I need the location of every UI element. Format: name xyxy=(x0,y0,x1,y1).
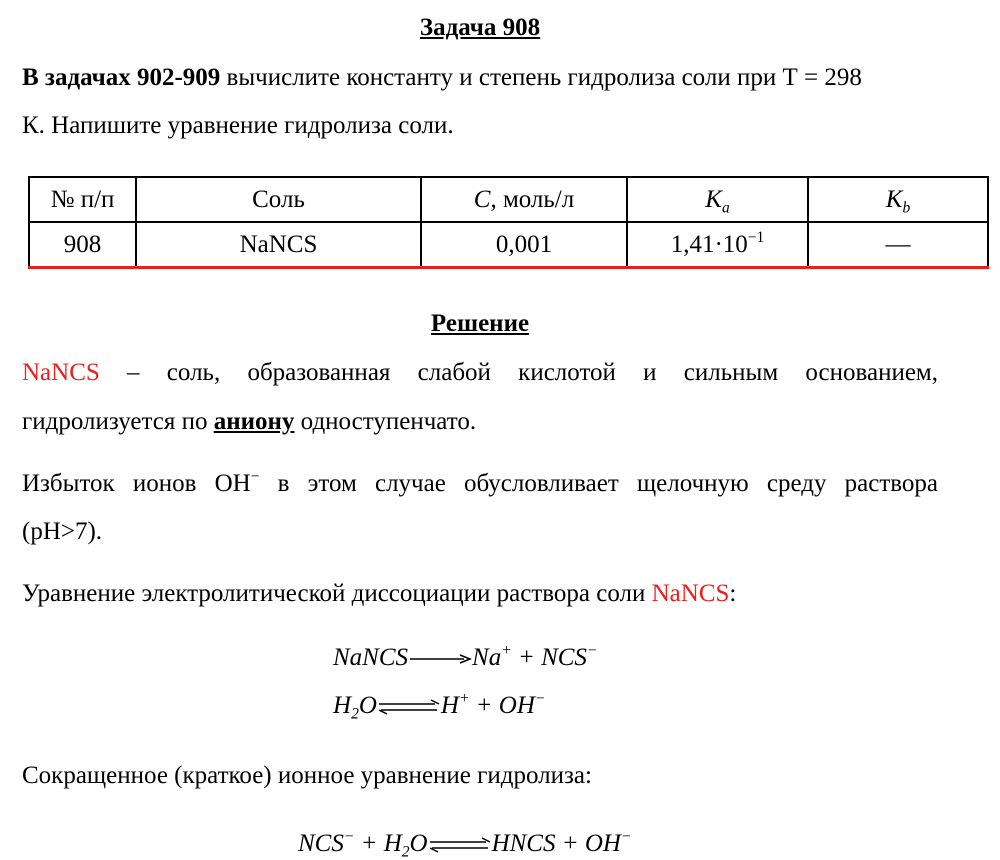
solution-heading: Решение xyxy=(430,310,530,337)
para1-line-2: гидролизуется по аниону одноступенчато. xyxy=(22,408,477,435)
cell-kb: — xyxy=(808,222,988,268)
equilibrium-arrow-icon xyxy=(377,699,441,715)
intro-text: вычислите константу и степень гидролиза соли при Т = 298 xyxy=(220,64,862,91)
right-arrow-icon xyxy=(408,652,472,666)
dissociation-equation-salt: NaNCS Na+ + NCS− xyxy=(333,641,598,671)
para2-line-2: (pH>7). xyxy=(22,518,103,545)
salt-formula: NaNCS xyxy=(22,359,100,386)
header-kb: $K_b$ xyxy=(808,177,988,222)
intro-line-2: К. Напишите уравнение гидролиза соли. xyxy=(22,112,454,139)
cell-ka: $1,41\cdot 10^{-1}$ xyxy=(627,222,808,268)
intro-line-1 xyxy=(22,64,938,92)
para2-line-1: Избыток ионов OH− в этом случае обусловливает щелочную среду раствора xyxy=(22,467,939,497)
data-table xyxy=(28,176,989,269)
para1-line-1: NaNCS – соль, образованная слабой кислотой и сильным основанием, xyxy=(22,359,938,386)
header-number: № п/п xyxy=(29,177,136,222)
equilibrium-arrow-icon xyxy=(428,837,492,853)
dissociation-equation-water: $H_2O$ H+ + OH− xyxy=(333,689,546,723)
cell-salt: NaNCS xyxy=(136,222,421,268)
cell-concentration: 0,001 xyxy=(421,222,627,268)
task-heading: Задача 908 xyxy=(419,14,541,41)
header-salt: Соль xyxy=(136,177,421,222)
anion-emphasis: аниону xyxy=(213,408,295,435)
cell-number: 908 xyxy=(29,222,136,268)
header-ka: $K_a$ xyxy=(627,177,808,222)
ionic-hydrolysis-equation: $NCS^- + H_2O$ HNCS + OH− xyxy=(298,827,632,860)
header-concentration: C, моль/л xyxy=(421,177,627,222)
salt-formula-2: NaNCS xyxy=(651,580,730,607)
intro-lead: В задачах 902-909 xyxy=(22,64,221,91)
para4: Сокращенное (краткое) ионное уравнение гидролиза: xyxy=(22,762,592,789)
para3: Уравнение электролитической диссоциации раствора соли NaNCS: xyxy=(22,580,737,607)
table-header-row xyxy=(29,177,988,222)
table-row xyxy=(29,222,988,268)
